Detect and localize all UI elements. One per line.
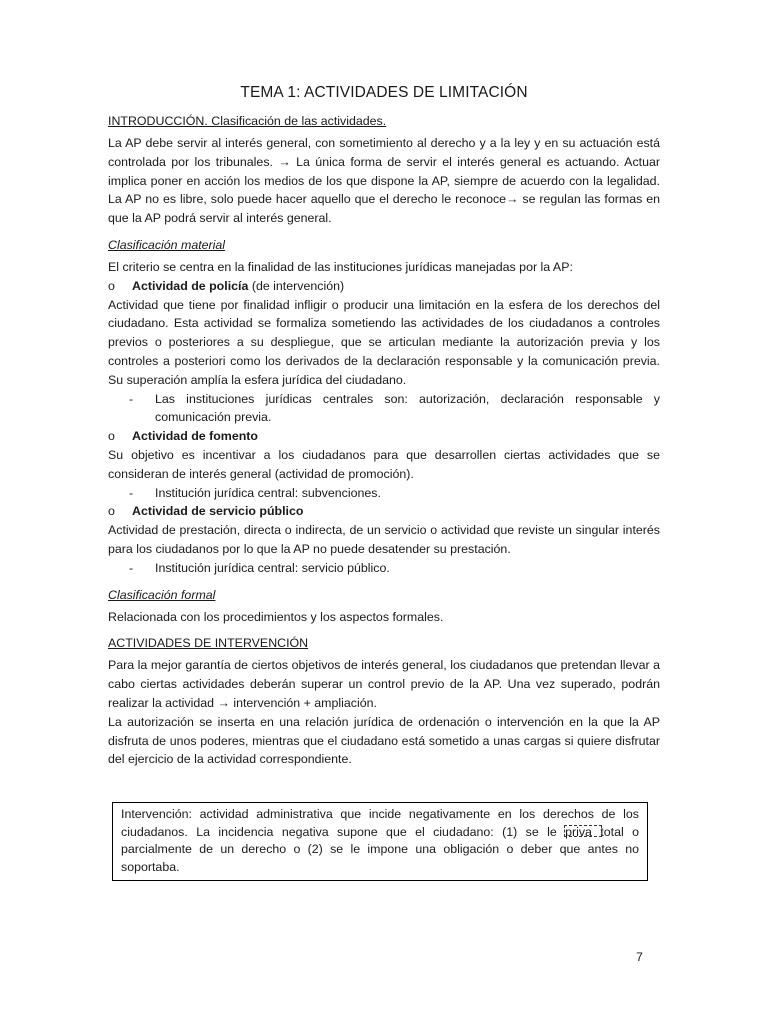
bullet-mark: o [108, 429, 115, 444]
bullet-servicio [108, 502, 660, 521]
policia-dash-text: Las instituciones jurídicas centrales son: autorización, declaración responsable y comunicación previa. [155, 391, 660, 425]
definition-box [112, 802, 648, 881]
document-page [108, 84, 660, 769]
dash-mark: - [129, 560, 134, 575]
dash-fomento [108, 484, 660, 503]
bullet-mark: o [108, 278, 115, 293]
material-criterion: El criterio se centra en la finalidad de las instituciones jurídicas manejadas por la AP: [108, 259, 573, 274]
fomento-dash-text: Institución jurídica central: subvenciones. [155, 485, 381, 500]
dash-mark: - [129, 391, 134, 406]
policia-text: Actividad que tiene por finalidad infligir o producir una limitación en la esfera de los derechos del ciudadano. Esta actividad se formaliza sometiendo las actividades de los ciudadanos a controles previos o posteriores a su despliegue, que se articulan mediante la autorización previa y los controles a posteriori como los derivados de la declaración responsable y la comunicación previa. Su superación amplía la esfera jurídica del ciudadano. [108, 297, 660, 387]
intervencion-p1: Para la mejor garantía de ciertos objetivos de interés general, los ciudadanos que pretendan llevar a cabo ciertas actividades deberán superar un control previo de la AP. Una vez superado, podrán realizar la actividad → intervención + ampliación. [108, 658, 660, 710]
bullet-policia [108, 277, 660, 296]
policia-suffix: (de intervención) [248, 278, 345, 293]
policia-label: Actividad de policía [132, 278, 249, 293]
bullet-mark: o [108, 504, 115, 519]
servicio-label: Actividad de servicio público [132, 504, 304, 519]
dash-servicio [108, 559, 660, 578]
formal-text: Relacionada con los procedimientos y los aspectos formales. [108, 609, 444, 624]
fomento-label: Actividad de fomento [132, 429, 258, 444]
formal-heading: Clasificación formal [108, 587, 216, 602]
bullet-fomento [108, 427, 660, 446]
comment-marker [564, 825, 602, 837]
intro-paragraph: La AP debe servir al interés general, con sometimiento al derecho y a la ley y en su actuación está controlada por los tribunales. → La única forma de servir el interés general es actuando. Actuar implica poner en acción los medios de los que dispone la AP, siempre de acuerdo con la legalidad. La AP no es libre, solo puede hacer aquello que el derecho le reconoce→ se regulan las formas en que la AP podrá servir al interés general. [108, 136, 660, 226]
fomento-text: Su objetivo es incentivar a los ciudadanos para que desarrollen ciertas actividades que se consideran de interés general (actividad de promoción). [108, 447, 660, 481]
dash-mark: - [129, 485, 134, 500]
page-title: TEMA 1: ACTIVIDADES DE LIMITACIÓN [240, 84, 528, 101]
page-number: 7 [636, 950, 643, 964]
intro-heading: INTRODUCCIÓN. Clasificación de las actividades. [108, 114, 387, 128]
dash-policia [108, 390, 660, 428]
definition-text: Intervención: actividad administrativa que incide negativamente en los derechos de los ciudadanos. La incidencia negativa supone que el ciudadano: (1) se le priva total o parcialmente de un derecho o (2) se le impone una obligación o deber que antes no soportaba. [121, 807, 639, 874]
servicio-text: Actividad de prestación, directa o indirecta, de un servicio o actividad que reviste un singular interés para los ciudadanos por lo que la AP no puede desatender su prestación. [108, 523, 660, 556]
servicio-dash-text: Institución jurídica central: servicio público. [155, 560, 390, 575]
intervencion-p2: La autorización se inserta en una relación jurídica de ordenación o intervención en la que la AP disfruta de unos poderes, mientras que el ciudadano está sometido a unas cargas si quiere disfrutar del ejercicio de la actividad correspondiente. [108, 714, 660, 767]
intervencion-heading: ACTIVIDADES DE INTERVENCIÓN [108, 636, 309, 651]
material-heading: Clasificación material [108, 237, 226, 252]
